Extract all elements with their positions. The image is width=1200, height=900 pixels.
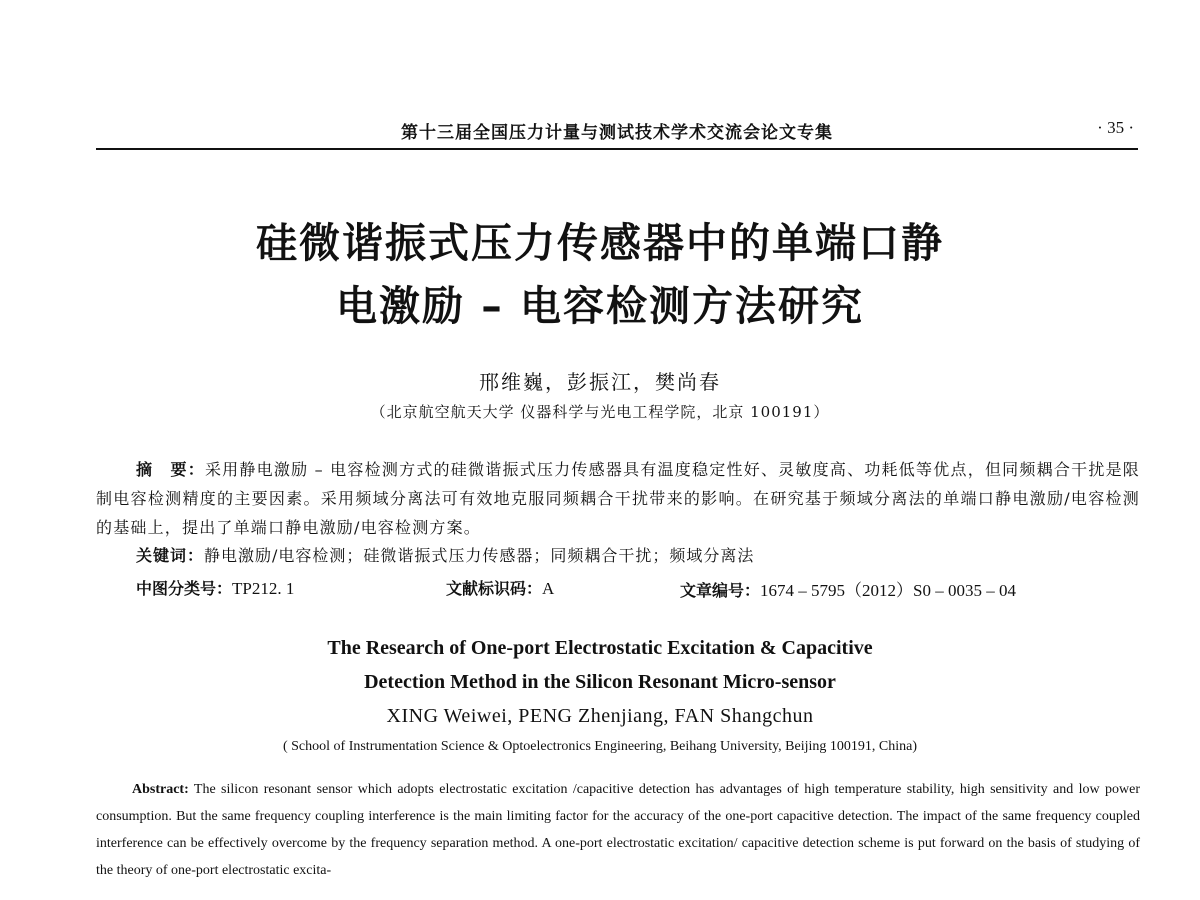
document-code xyxy=(446,576,554,599)
article-no-value: 1674 – 5795（2012）S0 – 0035 – 04 xyxy=(760,581,1016,600)
abstract-cn xyxy=(96,455,1140,542)
clc-label: 中图分类号： xyxy=(136,579,233,598)
english-authors: XING Weiwei, PENG Zhenjiang, FAN Shangchun xyxy=(386,705,814,727)
article-number xyxy=(680,576,1016,601)
abstract-en xyxy=(96,776,1140,884)
running-title: 第十三届全国压力计量与测试技术学术交流会论文专集 xyxy=(401,123,833,143)
clc-number xyxy=(136,576,294,599)
abstract-cn-label: 摘 要： xyxy=(136,460,205,479)
keywords xyxy=(136,543,754,566)
keywords-text: 静电激励/电容检测；硅微谐振式压力传感器；同频耦合干扰；频域分离法 xyxy=(204,546,755,565)
english-affiliation: ( School of Instrumentation Science & Optoelectronics Engineering, Beihang University, Beijing 100191, China) xyxy=(282,739,917,754)
page-number: · 35 · xyxy=(1097,118,1134,137)
paper-title-line-2: 电激励 – 电容检测方法研究 xyxy=(335,282,865,330)
doc-code-value: A xyxy=(542,579,555,598)
english-title-line-1: The Research of One-port Electrostatic Excitation & Capacitive xyxy=(327,637,873,659)
doc-code-label: 文献标识码： xyxy=(446,579,543,598)
abstract-en-text: The silicon resonant sensor which adopts electrostatic excitation /capacitive detection has advantages of high temperature stability, high sensitivity and low power consumption. But the same frequency coupling interference is the main limiting factor for the accuracy of the one-port capacitive detection. The impact of the same frequency coupled interference can be effectively overcome by the frequency separation method. A one-port electrostatic excitation/ capacitive detection scheme is put forward on the basis of studying of the theory of one-port electrostatic excita- xyxy=(96,782,1140,878)
clc-value: TP212. 1 xyxy=(232,579,295,598)
running-header xyxy=(96,116,1138,150)
english-title-line-2: Detection Method in the Silicon Resonant Micro-sensor xyxy=(364,671,836,693)
keywords-label: 关键词： xyxy=(136,546,205,565)
article-no-label: 文章编号： xyxy=(680,581,761,600)
paper-title-line-1: 硅微谐振式压力传感器中的单端口静 xyxy=(256,219,944,267)
abstract-cn-text: 采用静电激励 – 电容检测方式的硅微谐振式压力传感器具有温度稳定性好、灵敏度高、功耗低等优点，但同频耦合干扰是限制电容检测精度的主要因素。采用频域分离法可有效地克服同频耦合干扰带来的影响。在研究基于频域分离法的单端口静电激励/电容检测的基础上，提出了单端口静电激励/电容检测方案。 xyxy=(96,460,1140,537)
abstract-en-label: Abstract: xyxy=(132,782,189,797)
affiliation: （北京航空航天大学 仪器科学与光电工程学院，北京 100191） xyxy=(370,403,830,421)
authors: 邢维巍，彭振江，樊尚春 xyxy=(479,370,721,394)
